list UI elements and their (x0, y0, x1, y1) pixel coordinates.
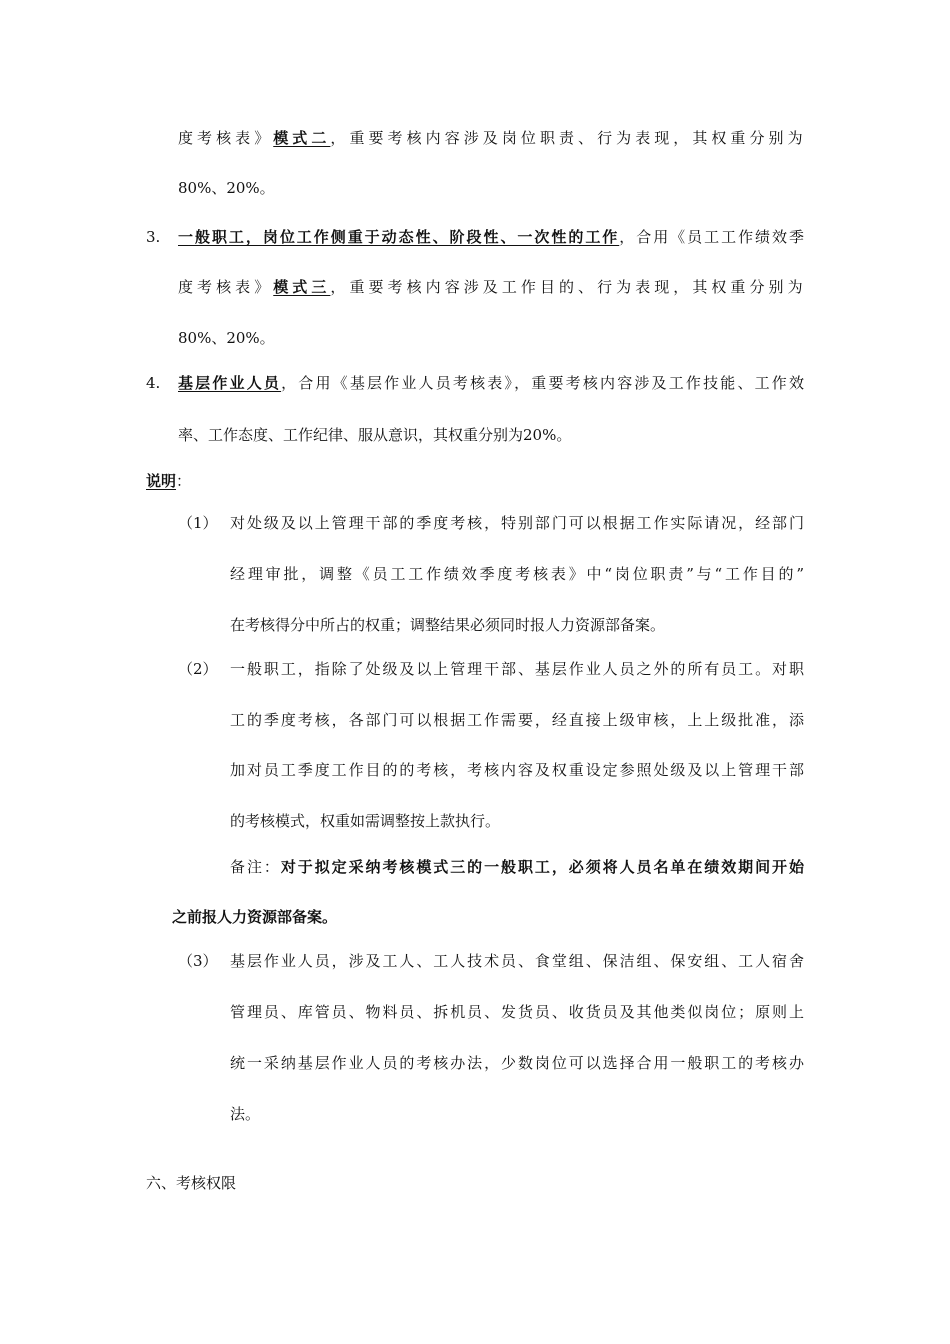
section6-heading: 六、考核权限 (146, 1174, 237, 1192)
item3-weights: 80%、20%。 (178, 329, 275, 347)
note2-number: （2） (178, 660, 218, 678)
item3-text: ，合用《员工工作绩效季 (619, 228, 804, 246)
note2-line3: 加对员工季度工作目的的考核，考核内容及权重设定参照处级及以上管理干部 (230, 761, 804, 779)
item2-weights: 80%、20%。 (178, 179, 275, 197)
notes-title (146, 470, 191, 492)
item2-text-post: ，重要考核内容涉及岗位职责、行为表现，其权重分别为 (330, 129, 804, 147)
note2-line1: 一般职工，指除了处级及以上管理干部、基层作业人员之外的所有员工。对职 (230, 660, 804, 678)
note3-number: （3） (178, 952, 218, 970)
note2-line2: 工的季度考核，各部门可以根据工作需要，经直接上级审核，上上级批准，添 (230, 711, 804, 729)
note2-line4: 的考核模式，权重如需调整按上款执行。 (230, 812, 501, 830)
note1-line3: 在考核得分中所占的权重；调整结果必须同时报人力资源部备案。 (230, 616, 666, 634)
item4-number: 4. (146, 374, 161, 392)
remark-text: 对于拟定采纳考核模式三的一般职工，必须将人员名单在绩效期间开始 (280, 858, 804, 876)
note1-number: （1） (178, 514, 218, 532)
notes-title-text: 说明 (146, 472, 177, 490)
remark-line1 (230, 856, 804, 878)
item4-line1 (178, 372, 804, 394)
item4-text: ，合用《基层作业人员考核表》，重要考核内容涉及工作技能、工作效 (281, 374, 804, 392)
item2-line1 (178, 127, 804, 149)
item3-heading: 一般职工，岗位工作侧重于动态性、阶段性、一次性的工作 (178, 228, 620, 246)
item3-line1 (178, 226, 804, 248)
item3-number: 3. (146, 228, 161, 246)
note3-line2: 管理员、库管员、物料员、拆机员、发货员、收货员及其他类似岗位；原则上 (230, 1003, 804, 1021)
note1-line2: 经理审批，调整《员工工作绩效季度考核表》中“岗位职责”与“工作目的” (230, 565, 804, 583)
item3-mode-label: 模式三 (273, 278, 331, 296)
item2-text-pre: 度考核表》 (178, 129, 274, 147)
note1-line1: 对处级及以上管理干部的季度考核，特别部门可以根据工作实际请况，经部门 (230, 514, 804, 532)
item4-line2: 率、工作态度、工作纪律、服从意识，其权重分别为20%。 (178, 426, 572, 444)
remark-label: 备注： (230, 858, 281, 876)
note3-line3: 统一采纳基层作业人员的考核办法，少数岗位可以选择合用一般职工的考核办 (230, 1054, 804, 1072)
notes-title-colon: ： (176, 472, 192, 490)
note3-line4: 法。 (230, 1105, 261, 1123)
item3-text-post: ，重要考核内容涉及工作目的、行为表现，其权重分别为 (330, 278, 804, 296)
item4-heading: 基层作业人员 (178, 374, 282, 392)
item3-text-pre: 度考核表》 (178, 278, 274, 296)
remark-line2: 之前报人力资源部备案。 (172, 908, 338, 926)
item3-line2 (178, 276, 804, 298)
note3-line1: 基层作业人员，涉及工人、工人技术员、食堂组、保洁组、保安组、工人宿舍 (230, 952, 804, 970)
item2-mode-label: 模式二 (273, 129, 331, 147)
